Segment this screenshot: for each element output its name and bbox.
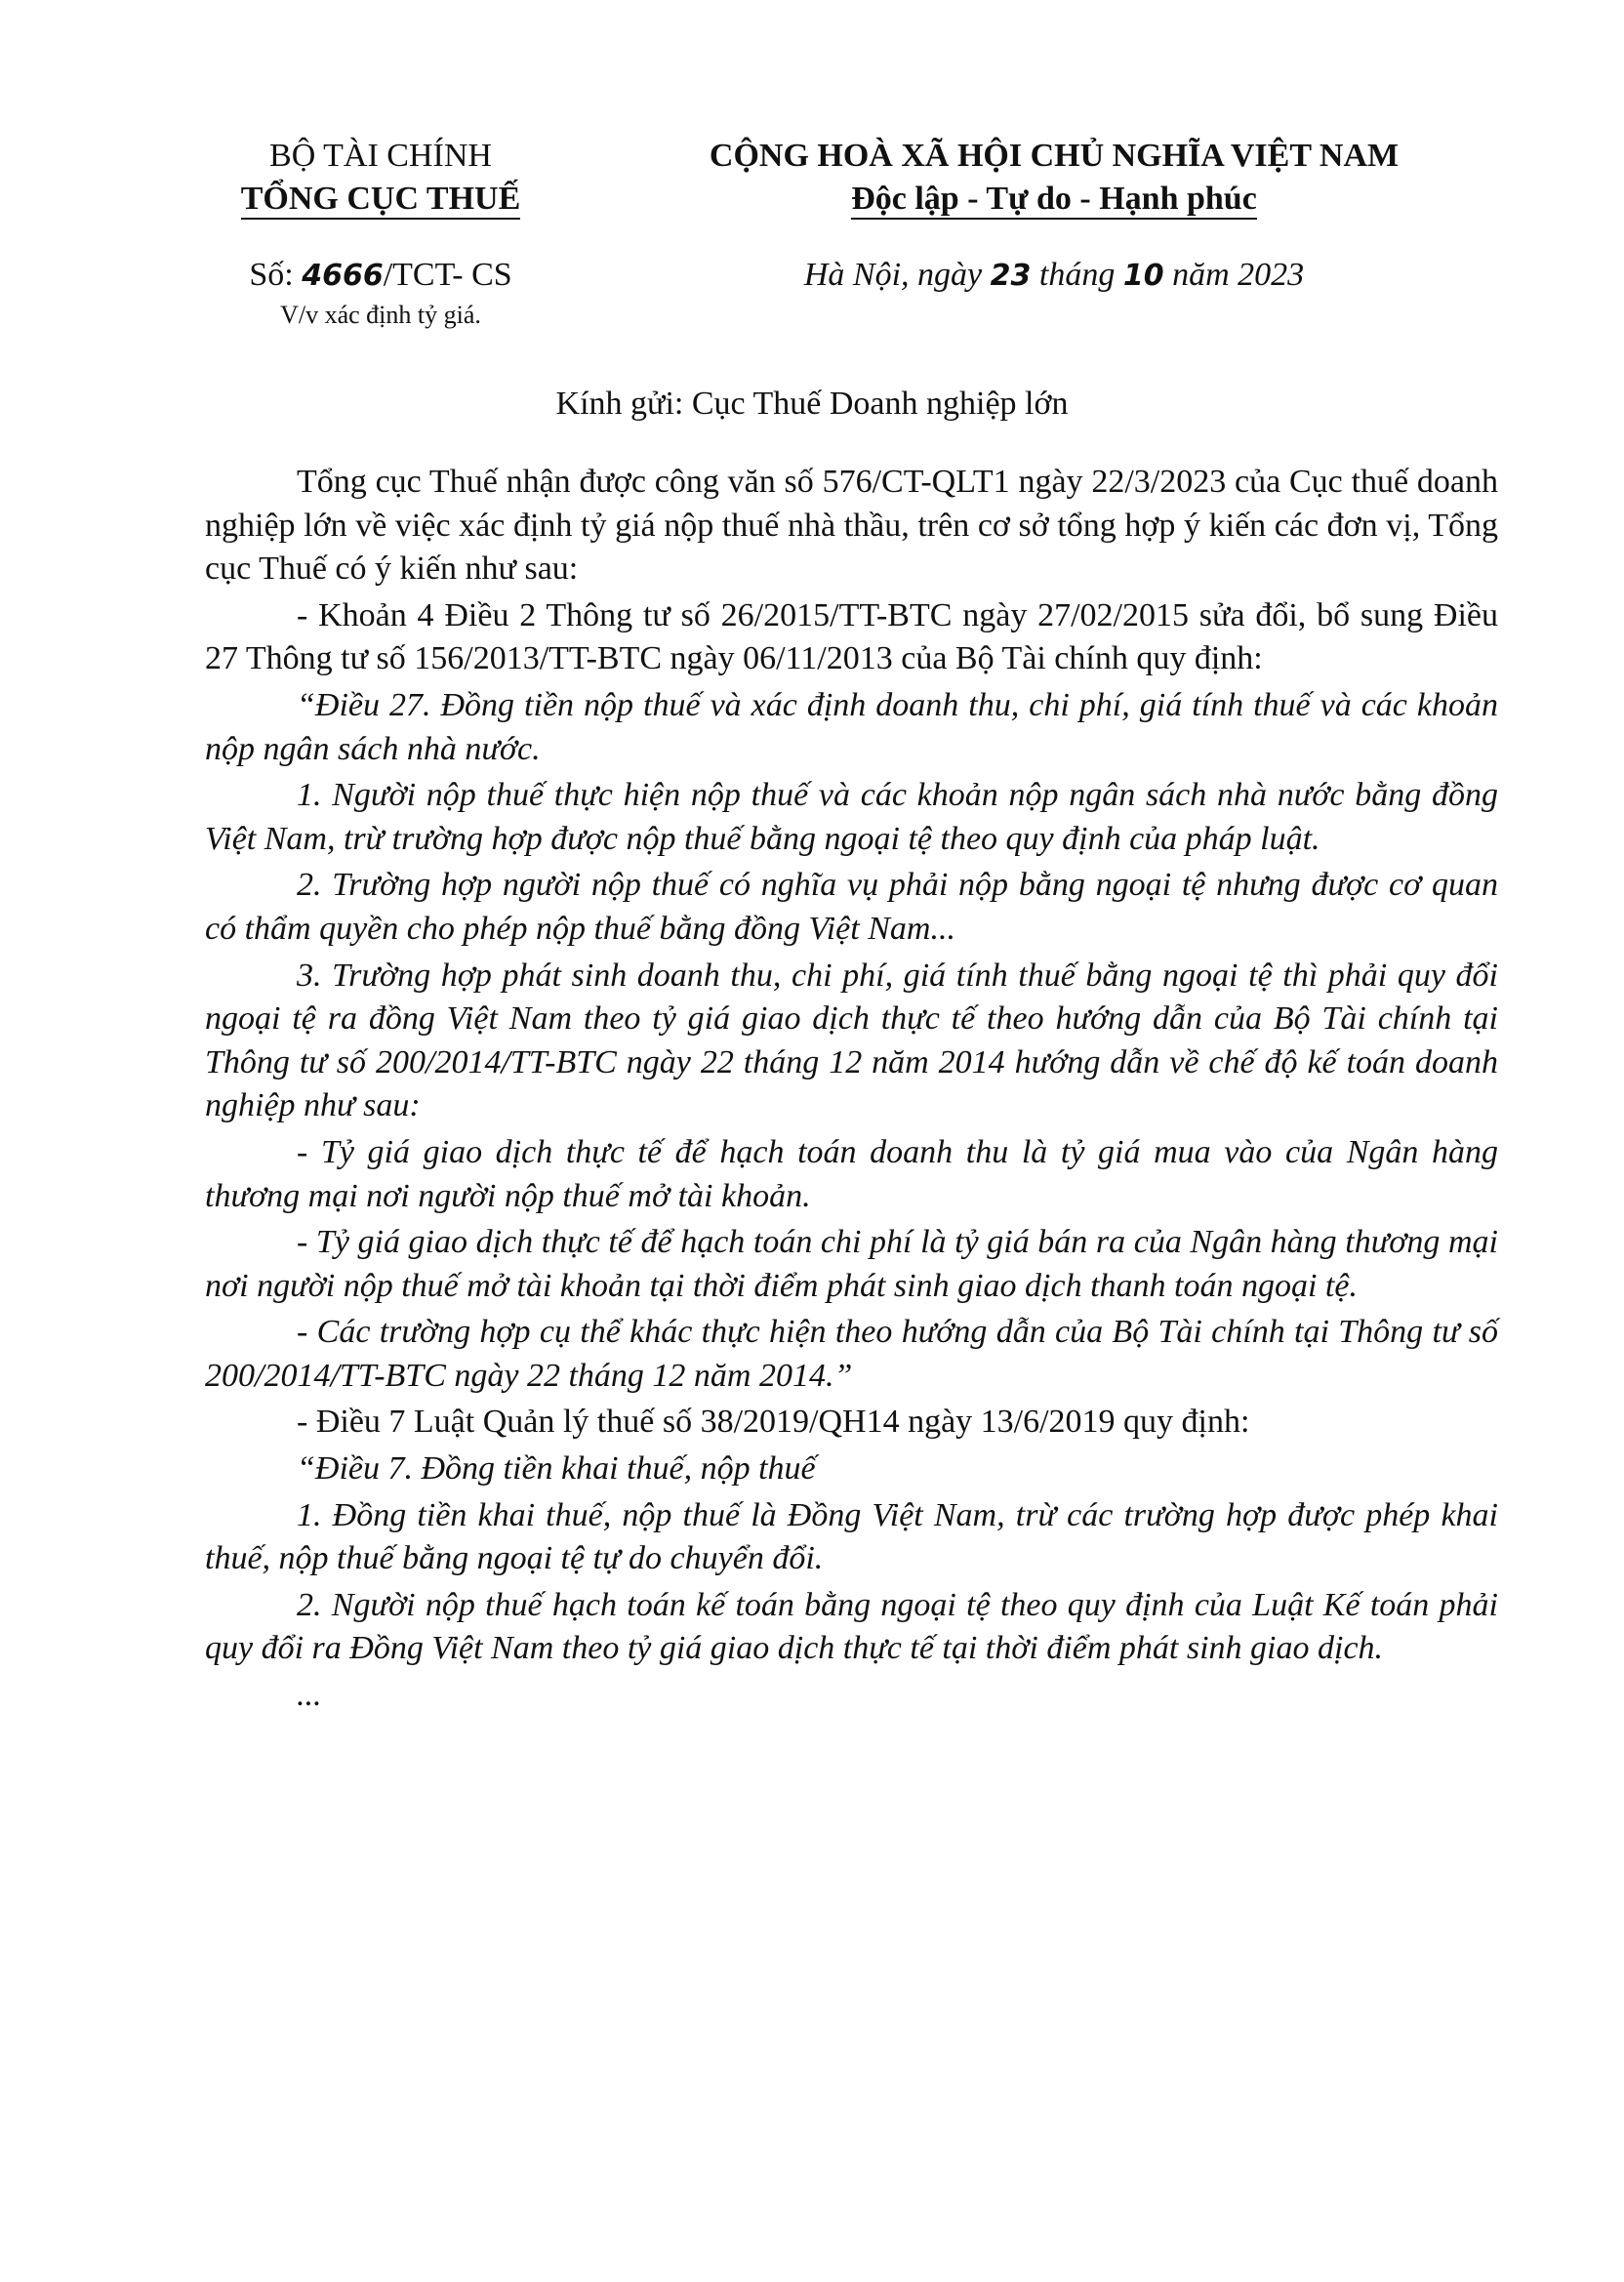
recipient-line: Kính gửi: Cục Thuế Doanh nghiệp lớn	[555, 386, 1069, 422]
date-year: năm 2023	[1163, 257, 1305, 293]
date-month-label: tháng	[1031, 257, 1123, 293]
document-number-suffix: /TCT- CS	[383, 257, 512, 293]
body-paragraph: “Điều 7. Đồng tiền khai thuế, nộp thuế	[297, 1450, 816, 1487]
ministry-name: BỘ TÀI CHÍNH	[269, 138, 492, 174]
date-month-handwritten: 10	[1122, 259, 1164, 293]
document-body	[205, 461, 1498, 1721]
date-prefix: Hà Nội, ngày	[803, 257, 991, 293]
national-motto	[605, 178, 1503, 221]
body-paragraph: - Tỷ giá giao dịch thực tế để hạch toán doanh thu là tỷ giá mua vào của Ngân hàng thương mại nơi người nộp thuế mở tài khoản.	[205, 1133, 1498, 1214]
body-paragraph: 2. Trường hợp người nộp thuế có nghĩa vụ phải nộp bằng ngoại tệ nhưng được cơ quan có thẩm quyền cho phép nộp thuế bằng đồng Việt Nam...	[205, 867, 1498, 947]
document-number-prefix: Số:	[249, 257, 303, 293]
body-paragraph: 1. Người nộp thuế thực hiện nộp thuế và các khoản nộp ngân sách nhà nước bằng đồng Việt Nam, trừ trường hợp được nộp thuế bằng ngoại tệ theo quy định của pháp luật.	[205, 777, 1498, 857]
body-paragraph: 2. Người nộp thuế hạch toán kế toán bằng ngoại tệ theo quy định của Luật Kế toán phải quy đổi ra Đồng Việt Nam theo tỷ giá giao dịch thực tế tại thời điểm phát sinh giao dịch.	[205, 1586, 1498, 1667]
department-name	[195, 178, 566, 221]
reference-block	[195, 254, 566, 333]
department-name-text: TỔNG CỤC THUẾ	[241, 181, 521, 220]
body-paragraph: Tổng cục Thuế nhận được công văn số 576/CT-QLT1 ngày 22/3/2023 của Cục thuế doanh nghiệp lớn về việc xác định tỷ giá nộp thuế nhà thầu, trên cơ sở tổng hợp ý kiến các đơn vị, Tổng cục Thuế có ý kiến như sau:	[205, 464, 1498, 588]
issuer-block	[195, 135, 566, 221]
document-subject: V/v xác định tỷ giá.	[280, 301, 481, 329]
body-paragraph: “Điều 27. Đồng tiền nộp thuế và xác định doanh thu, chi phí, giá tính thuế và các khoản nộp ngân sách nhà nước.	[205, 686, 1498, 767]
date-day-handwritten: 23	[990, 259, 1032, 293]
document-date	[605, 254, 1503, 298]
document-number	[195, 254, 566, 298]
body-paragraph: 3. Trường hợp phát sinh doanh thu, chi phí, giá tính thuế bằng ngoại tệ thì phải quy đổi ngoại tệ ra đồng Việt Nam theo tỷ giá giao dịch thực tế theo hướng dẫn của Bộ Tài chính tại Thông tư số 200/2014/TT-BTC ngày 22 tháng 12 năm 2014 hướng dẫn về chế độ kế toán doanh nghiệp như sau:	[205, 957, 1498, 1124]
body-paragraph: 1. Đồng tiền khai thuế, nộp thuế là Đồng Việt Nam, trừ các trường hợp được phép khai thuế, nộp thuế bằng ngoại tệ tự do chuyển đổi.	[205, 1496, 1498, 1577]
body-paragraph: - Khoản 4 Điều 2 Thông tư số 26/2015/TT-BTC ngày 27/02/2015 sửa đổi, bổ sung Điều 27 Thông tư số 156/2013/TT-BTC ngày 06/11/2013 của Bộ Tài chính quy định:	[205, 596, 1498, 677]
document-number-handwritten: 4666	[302, 259, 384, 293]
body-paragraph: - Các trường hợp cụ thể khác thực hiện theo hướng dẫn của Bộ Tài chính tại Thông tư số 200/2014/TT-BTC ngày 22 tháng 12 năm 2014.”	[205, 1314, 1498, 1394]
national-heading	[605, 135, 1503, 221]
national-motto-text: Độc lập - Tự do - Hạnh phúc	[851, 181, 1257, 220]
body-paragraph: - Điều 7 Luật Quản lý thuế số 38/2019/QH14 ngày 13/6/2019 quy định:	[297, 1404, 1250, 1441]
country-name: CỘNG HOÀ XÃ HỘI CHỦ NGHĨA VIỆT NAM	[709, 138, 1400, 174]
body-paragraph: - Tỷ giá giao dịch thực tế để hạch toán chi phí là tỷ giá bán ra của Ngân hàng thương mại nơi người nộp thuế mở tài khoản tại thời điểm phát sinh giao dịch thanh toán ngoại tệ.	[205, 1224, 1498, 1304]
body-paragraph: ...	[297, 1677, 322, 1714]
